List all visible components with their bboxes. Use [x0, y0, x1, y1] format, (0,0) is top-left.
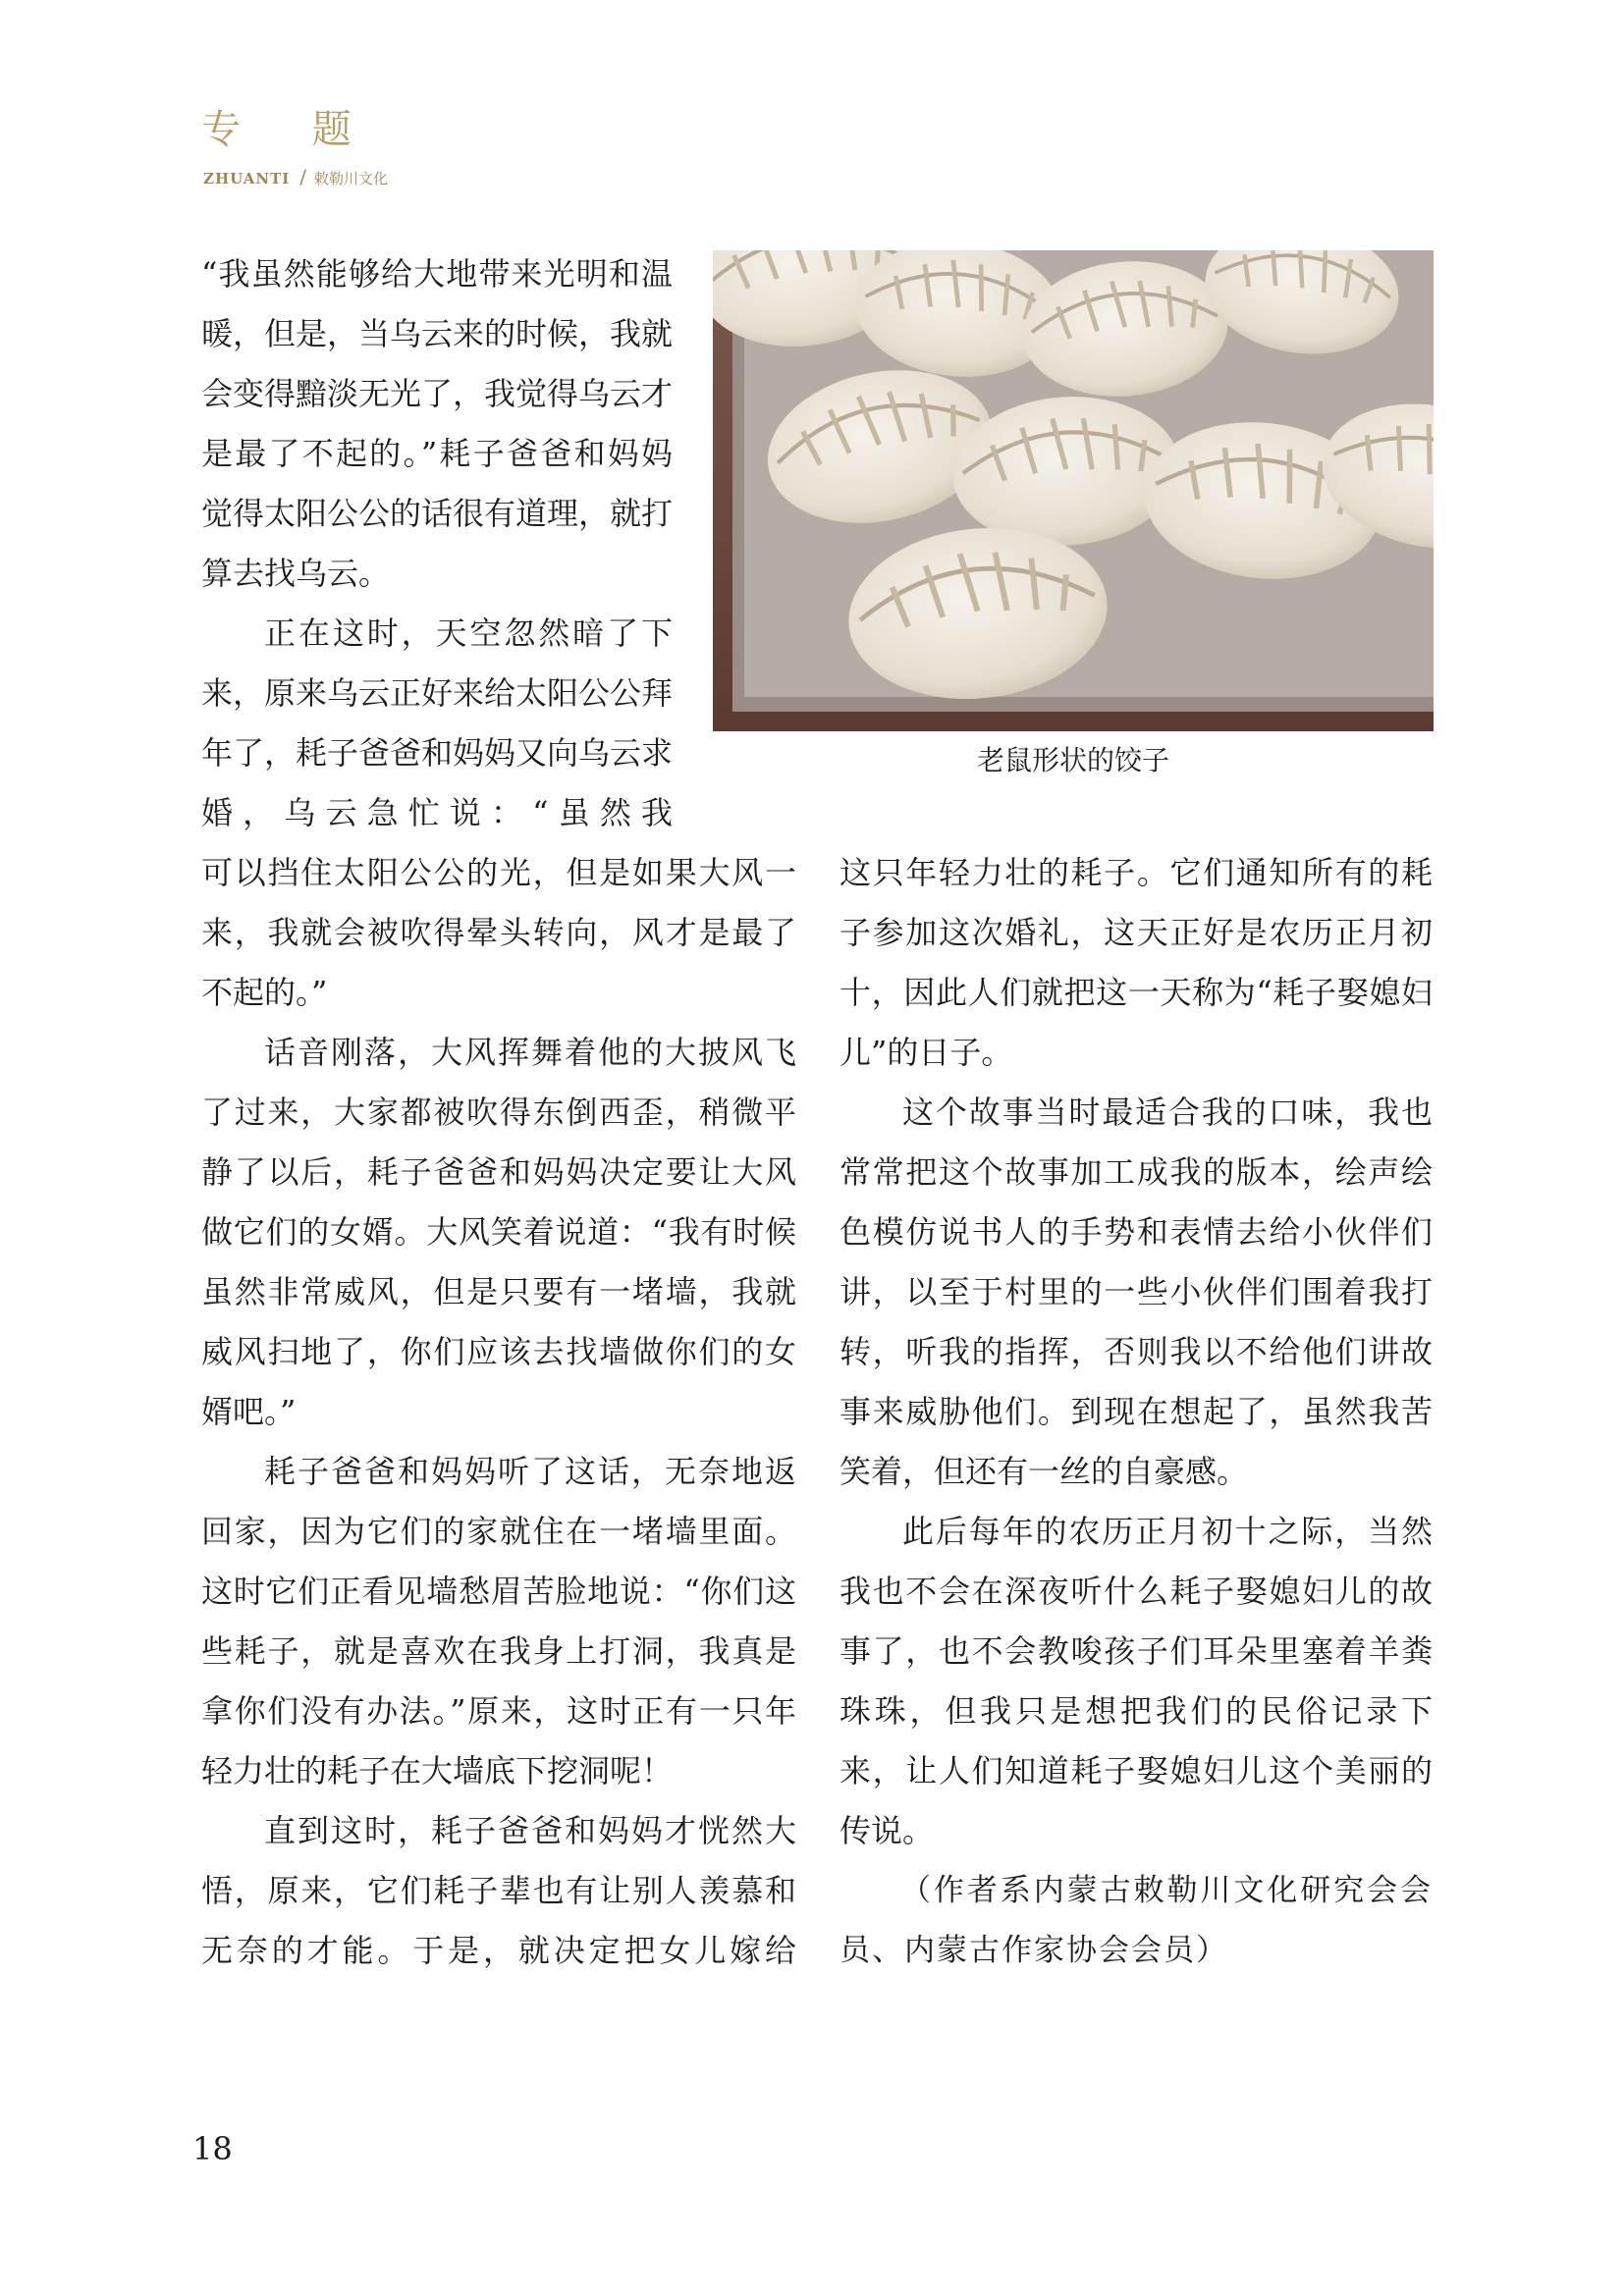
- paragraph: 正在这时，天空忽然暗了下来，原来乌云正好来给太阳公公拜年了，耗子爸爸和妈妈又向乌云求婚，乌云急忙说：“虽然我: [201, 614, 674, 831]
- page-number: 18: [192, 2130, 233, 2167]
- photo-caption: 老鼠形状的饺子: [976, 744, 1169, 776]
- paragraph: 耗子爸爸和妈妈听了这话，无奈地返回家，因为它们的家就住在一堵墙里面。这时它们正看见墙愁眉苦脸地说：“你们这些耗子，就是喜欢在我身上打洞，我真是拿你们没有办法。”原来，这时正有一只年轻力壮的耗子在大墙底下挖洞呢！: [201, 1453, 796, 1789]
- paragraph: 此后每年的农历正月初十之际，当然我也不会在深夜听什么耗子娶媳妇儿的故事了，也不会教唆孩子们耳朵里塞着羊粪珠珠，但我只是想把我们的民俗记录下来，让人们知道耗子娶媳妇儿这个美丽的传说。: [839, 1513, 1433, 1849]
- article-column-left-top: [201, 244, 673, 843]
- section-subtitle: [203, 167, 388, 187]
- section-latin: ZHUANTI: [203, 170, 291, 187]
- paragraph: 话音刚落，大风挥舞着他的大披风飞了过来，大家都被吹得东倒西歪，稍微平静了以后，耗子爸爸和妈妈决定要让大风做它们的女婿。大风笑着说道：“我有时候虽然非常威风，但是只要有一堵墙，我就威风扫地了，你们应该去找墙做你们的女婿吧。”: [201, 1034, 796, 1430]
- article-column-left-bottom: [201, 843, 796, 1981]
- section-slash: /: [299, 165, 307, 188]
- section-title: 专 题: [201, 107, 381, 152]
- paragraph: 这只年轻力壮的耗子。它们通知所有的耗子参加这次婚礼，这天正好是农历正月初十，因此人们就把这一天称为“耗子娶媳妇儿”的日子。: [839, 854, 1433, 1071]
- section-column-name: 敕勒川文化: [314, 170, 389, 187]
- dumpling-photo: [713, 250, 1434, 731]
- paragraph: “我虽然能够给大地带来光明和温暖，但是，当乌云来的时候，我就会变得黯淡无光了，我觉得乌云才是最了不起的。”耗子爸爸和妈妈觉得太阳公公的话很有道理，就打算去找乌云。: [201, 255, 674, 592]
- paragraph: 直到这时，耗子爸爸和妈妈才恍然大悟，原来，它们耗子辈也有让别人羡慕和无奈的才能。于是，就决定把女儿嫁给: [201, 1812, 796, 1969]
- paragraph: 这个故事当时最适合我的口味，我也常常把这个故事加工成我的版本，绘声绘色模仿说书人的手势和表情去给小伙伴们讲，以至于村里的一些小伙伴们围着我打转，听我的指挥，否则我以不给他们讲故事来威胁他们。到现在想起了，虽然我苦笑着，但还有一丝的自豪感。: [839, 1094, 1433, 1490]
- author-byline: （作者系内蒙古敕勒川文化研究会会员、内蒙古作家协会会员）: [839, 1873, 1433, 1968]
- article-column-right: [839, 843, 1433, 1981]
- paragraph: 可以挡住太阳公公的光，但是如果大风一来，我就会被吹得晕头转向，风才是最了不起的。”: [201, 854, 796, 1011]
